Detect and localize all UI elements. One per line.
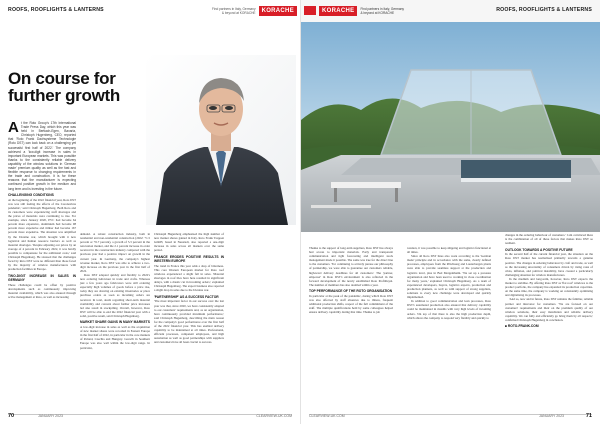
paragraph: Roto DST adapted quickly and flexibly to 2022's new ordering behaviour in trade and crafts. Whereas just a few years ago fabricators were still ordering especially high volumes of goods before a price rise, today they are drawing on existing inventories or place purchase orders as soon as incoming orders are received. In total, doubt regarding short-term material availability and concern about further price increases led also result in stockpiling. Overall, however, Roto DST will be able to end the 2022 financial year with a solid, positive result, said Christoph Hugenberg.	[80, 272, 150, 318]
paragraph: The trend in France this year adds a drop of bitterness. This core Western European market for Roto roof windows experienced a slight fall in sales. 'Material shortages in roof tiles have here resulted in significant delays, with a drastic cut in incoming orders,' explained Christoph Hugenberg. The export business also reported a slight drop in sales due to the Ukraine war.	[154, 263, 224, 293]
paragraph: In addition to good communication and lean processes, Roto DST's automated production also ensured that delivery capability could be maintained in months with very high levels of incoming orders. 'On top of that there is also the high production depth, which allows the company to respond very flexibly and quickly to	[407, 299, 491, 320]
subhead-germany: TWO-DIGIT INCREASE IN SALES IN GERMANY	[8, 273, 76, 282]
brand-mark-icon	[304, 6, 316, 15]
rooflight-photo	[301, 0, 600, 232]
page-number: 71	[585, 413, 592, 419]
header-ad[interactable]	[212, 3, 297, 18]
subhead-partnership: 'PARTNERSHIP' AS A SUCCESS FACTOR	[154, 294, 219, 299]
left-column-3	[154, 232, 224, 344]
paragraph: rotation, it was possible to keep shipping and logistics functional at all times.	[407, 246, 491, 255]
ad-text: Find partners in Italy, Germany & beyond at KORACHE	[360, 6, 404, 15]
issue-date: JANUARY 2023	[539, 414, 564, 418]
paragraph: changes in the ordering behaviour of customers.' I am convinced there is the combination of all of these factors that makes Roto DST so resilient.	[505, 233, 593, 246]
website-link[interactable]: CLEARVIEW-UK.COM	[256, 414, 292, 418]
paragraph: Since all Roto DST lines also work according to the 'German made' principle and in accordance with the same, clearly defined processes, employees from the Pritzbuerg and Lauterbergen plants were able to provide seamless support at the production and logistics level, plus in Bad Mergentheim. 'We set up a pressure organisation and have been used to working in close coordination for many years,' explained Christoph Hugenberg. As a team of experienced developers, buyers, logistics experts, production and production planners, as well as with support of strong suppliers, solutions to every new challenge were developed and quickly implemented.	[407, 254, 491, 300]
right-column-2	[407, 246, 491, 320]
article-headline: On course for further growth	[8, 69, 120, 105]
page-number: 70	[8, 413, 15, 419]
right-topbar	[301, 0, 600, 22]
portrait-photo	[146, 55, 296, 225]
right-page	[300, 0, 600, 424]
subhead-challenging: CHALLENGING CONDITIONS	[8, 193, 54, 198]
ad-text: Find partners in Italy, Germany & beyond at KORACHE	[212, 6, 256, 15]
subhead-top-performance: TOP PERFORMANCE OF THE ROTO ORGANISATION	[309, 289, 393, 294]
right-column-1	[309, 246, 393, 315]
subhead-market-share: MARKET SHARE GAINS IN MANY MARKETS	[80, 320, 150, 325]
paragraph: demand. A robust construction industry, both in residential and non-residential construction (2022: +1.5 percent or +6.7 percent), a growth of 5.3 percent in the renovation market, and the 2.1 percent increase in order received in the construction industry compared with the previous year had a positive impact on growth in the current year. In Germany, the company's highest revenue market, Roto DST was able to achieve a two-digit increase on the previous year in the first half of 2022.	[80, 232, 150, 273]
paragraph: Christoph Hugenberg emphasised the high number of new market shares gained in Italy. Roto Frank Treppen GmbH, based in Neustadt, also reported a one-digit increase in sales across all markets over the same period.	[154, 232, 224, 253]
right-footer	[301, 411, 600, 419]
paragraph: At the beginning of the 2022 financial year, Roto DST was was still feeling the effects of the Coronavirus pandemic,' said Christoph Hugenberg. Both Roto and its customers were experiencing staff shortages and the prices of materials were continuing to rise. For example, since January 2020, PVC had become 64 percent more expensive, aluminium had become 98 percent more expensive and timber had become 167 percent more expensive. The situation was amplified by the Ukraine war, which brought with it new logistical and human resource barriers as well as material shortages. 'Despite adjusting our prices by an average of 4 percent in February 2022, it was hardly possible to compensate for the additional costs,' said Christoph Hugenberg. He stressed that the challenges faced by Roto DST were no different than those faced by the majority of window manufacturers with production facilities in Europe.	[8, 197, 76, 272]
paragraph: In the second half of the current financial year, the situation on the Roto DST market has normalised primarily towards a genuine positive. The changes in ordering behaviour by craft and trade, as well as the increasing uncertainty of consumers driven by rising rates of crisis, inflation, and political instability, have created a particularly challenging situation for window manufacturers.	[505, 252, 593, 277]
subhead-outlook: OUTLOOK TOWARDS A POSITIVE FUTURE	[505, 247, 573, 252]
left-column-2	[80, 232, 150, 350]
dropcap-letter: A	[8, 119, 19, 136]
paragraph: In the medium and long-term, however, Roto DST expects the market to stabilise. By offering Roto DST as 'flat roof' windows to the product portfolio, the company has expanded its production capacities. At the same time, the company is working on consistently optimising and digitalising its processes.	[505, 276, 593, 298]
paragraph: 'The most important factor in our success over the last year was that, since 2020, we have consistently adapted to our customers' requirements and, as an organisation, have continuously provided maximum performance,' said Christoph Hugenberg, describing the main reason for the company's good performance over the first half of the 2022 financial year. This has enabled delivery capability to be maintained at all times. Professional, efficient processes, competent employees, and high automation as well as good partnerships with suppliers and customers have all been crucial to success.	[154, 299, 224, 345]
left-column-1	[8, 121, 76, 299]
left-footer	[0, 411, 300, 419]
right-column-3	[505, 233, 593, 329]
paragraph: These challenges could be offset by positive developments such as continuously improving material availability, which was also ensured through active management at Roto, as well as increasing	[8, 282, 76, 299]
korache-logo: KORACHE	[319, 6, 357, 16]
article-credit[interactable]: ■ ROTO-FRANK.COM	[505, 324, 539, 329]
website-link[interactable]: CLEARVIEW-UK.COM	[309, 414, 345, 418]
paragraph: 'And so, now and in future, Roto DST remains the familiar, reliable partner and innovator for customers. 'We are focused on our customers' requirements and their on the premium quality of our window solutions, their easy installation and reliable delivery capability. We can fully and efficiently go bring them by all respects,' confirmed Christoph Hugenberg in conclusion.	[505, 297, 593, 322]
subhead-france: FRANCE ERODES POSITIVE RESULTS IN WESTERN EUROPE	[154, 254, 224, 264]
paragraph: A low-digit increase in sales as well as the acquisition of new market shares were recorded in Eastern Europe in the first half of 2022, in particular in the core markets of Poland, Czechia and Hungary. Growth in Southern Europe was also well within the low-digit range. In particular,	[80, 325, 150, 350]
left-topbar	[0, 0, 300, 22]
korache-logo: KORACHE	[259, 6, 297, 16]
lede-paragraph: t the Roto Group's 17th International Trade Press Day, which this year was held in Bertiach-Egen, Bavaria, Christoph Hugenberg, CEO, reported that 'Roto Frank Dachsysteme Technologie (Roto DST) can look back on a challenging yet successful first half of 2022.' The company achieved a 'low-digit increase in sales in important European markets. This was possible thanks to the consistently reliable delivery capability of the window solutions in 'German made' premium quality as well as the fast and flexible response to changing requirements in the trade and construction. It is for these reasons that the manufacturer is expecting continued positive growth in the medium and long term and is investing in the future.	[8, 121, 76, 191]
section-label: ROOFS, ROOFLIGHTS & LANTERNS	[496, 7, 592, 13]
paragraph: In particular at the peak of the pandemic, during which Roto DST was also affected by staff absences due to illness, frequent additional production shifts, respect of the full commitment of the staff. The multiple qualifications held by some colleagues helped ensure delivery capability during that time. Thanks to job	[309, 294, 393, 315]
paragraph: Thanks to the support of long-term suppliers, Roto DST has always had access to important materials. Early and transparent communication and tight forecasting and intelligent stock management made it possible. The same was true for the direct line to the customers. 'For continuing to actively pursue our philosophy of partnership, we were able to guarantee our customers reliable, high-level delivery deadlines for all customers.' The 'partner, empower' in Roto DST's environment is also reflected in the forward development of the newly established Roto ProfiRoyal. The number of members has also doubled within a year.	[309, 246, 393, 287]
section-label: ROOFS, ROOFLIGHTS & LANTERNS	[8, 7, 104, 13]
issue-date: JANUARY 2023	[38, 414, 63, 418]
header-ad[interactable]	[304, 3, 404, 18]
